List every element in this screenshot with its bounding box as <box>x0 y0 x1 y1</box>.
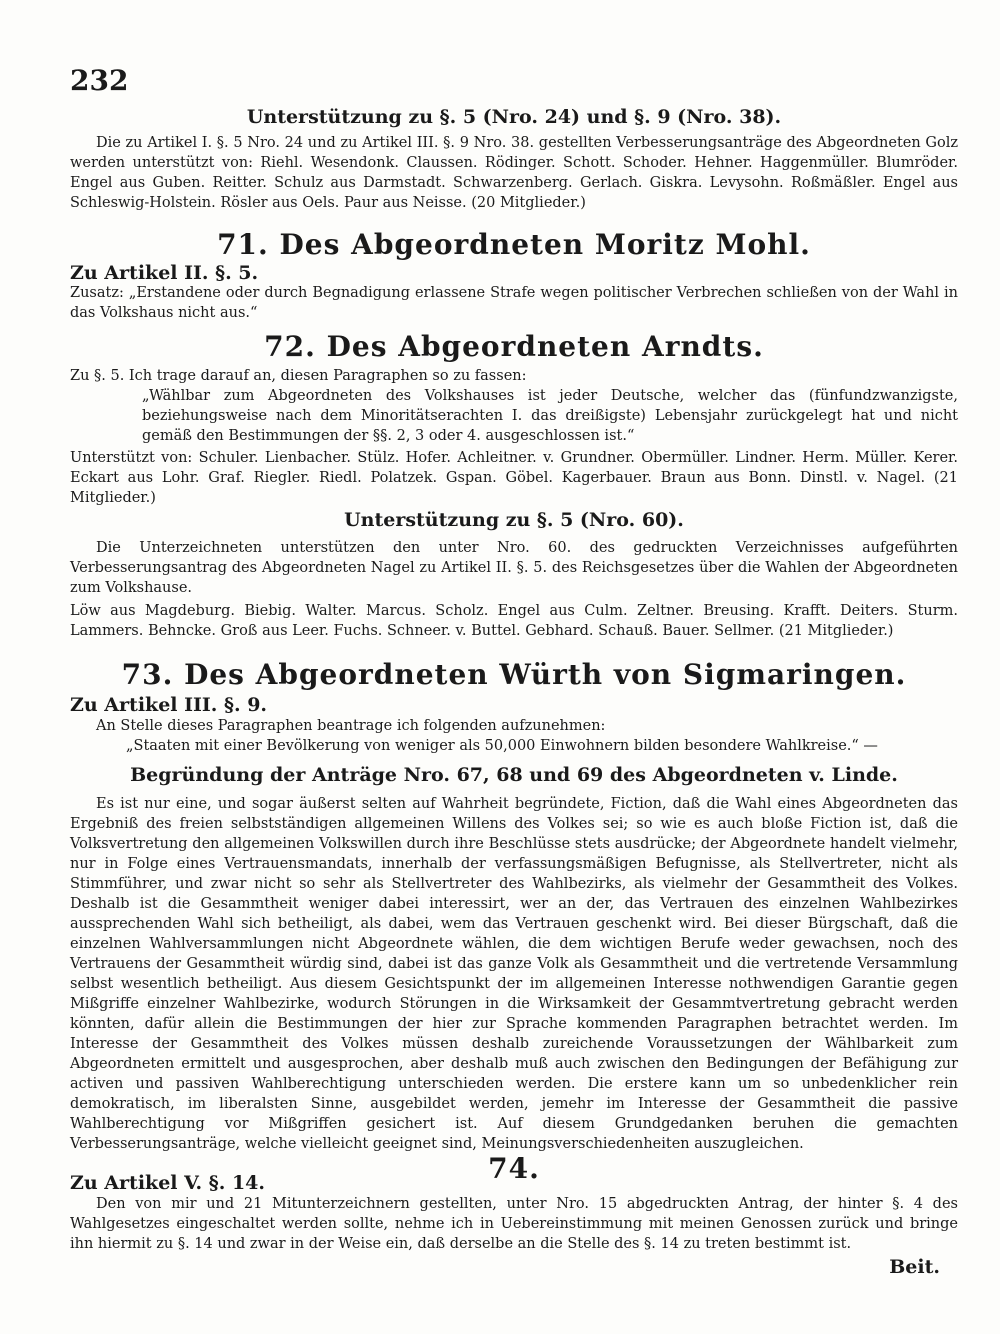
rationale-linde-paragraph: Es ist nur eine, und sogar äußerst selten auf Wahrheit begründete, Fiction, daß die Wahl eines Abgeordneten das Ergebniß des freien selbstständigen allgemeinen Willens des Volkes sei; so wie es auch bloße Fiction ist, daß die Volksvertretung den allgemeinen Volkswillen durch ihre Beschlüsse stets ausdrücke; der Abgeordnete handelt vielmehr, nur in Folge eines Vertrauensmandats, innerhalb der verfassungsmäßigen Befugnisse, als Stellvertreter, nicht als Stimmführer, und zwar nicht so sehr als Stellvertreter des Wahlbezirks, als vielmehr der Gesammtheit des Volkes. Deshalb ist die Gesammtheit weniger dabei interessirt, wer an der, das Vertrauen des einzelnen Wahlbezirkes aussprechenden Wahl sich betheiligt, als dabei, wem das Vertrauen geschenkt wird. Bei dieser Bürgschaft, daß die einzelnen Wahlversammlungen nicht Abgeordnete wählen, die dem wichtigen Berufe weder gewachsen, noch des Vertrauens der Gesammtheit würdig sind, dabei ist das ganze Volk als Gesammtheit und die vertretende Versammlung selbst wesentlich betheiligt. Aus diesem Gesichtspunkt der im allgemeinen Interesse nothwendigen Garantie gegen Mißgriffe einzelner Wahlbezirke, wodurch Störungen in die Wirksamkeit der Gesammtvertretung gebracht werden könnten, dafür allein die Bestimmungen der hier zur Sprache kommenden Paragraphen betrachtet werden. Im Interesse der Gesammtheit des Volkes müssen deshalb zureichende Voraussetzungen der Wählbarkeit zum Abgeordneten ermittelt und ausgesprochen, aber deshalb muß auch zwischen den Bedingungen der Befähigung zur activen und passiven Wahlberechtigung unterschieden werden. Die erstere kann um so unbedenklicher rein demokratisch, im liberalsten Sinne, ausgebildet werden, jemehr im Interesse der Gesammtheit die passive Wahlberechtigung vor Mißgriffen gesichert ist. Auf diesem Grundgedanken beruhen die gemachten Verbesserungsanträge, welche vielleicht geeignet sind, Meinungsverschiedenheiten auszugleichen. <box>70 796 958 1152</box>
section-72-quote: „Wählbar zum Abgeordneten des Volkshauses ist jeder Deutsche, welcher das (fünfundzwanzigste, beziehungsweise nach dem Minoritätserachten I. das dreißigste) Lebensjahr zurückgelegt hat und nicht gemäß den Bestimmungen der §§. 2, 3 oder 4. ausgeschlossen ist.“ <box>142 388 958 444</box>
section-74-heading: 74. <box>488 1152 540 1185</box>
section-73-article: Zu Artikel III. §. 9. <box>70 694 268 716</box>
section-74-paragraph: Den von mir und 21 Mitunterzeichnern gestellten, unter Nro. 15 abgedruckten Antrag, der hinter §. 4 des Wahlgesetzes eingeschaltet werden sollte, nehme ich in Uebereinstimmung mit meinen Genossen zurück und bringe ihn hiermit zu §. 14 und zwar in der Weise ein, daß derselbe an die Stelle des §. 14 zu treten bestimmt ist. <box>70 1196 958 1252</box>
section-73-intro: An Stelle dieses Paragraphen beantrage ich folgenden aufzunehmen: <box>96 718 606 734</box>
support-nagel-paragraph: Die Unterzeichneten unterstützen den unter Nro. 60. des gedruckten Verzeichnisses aufgeführten Verbesserungsantrag des Abgeordneten Nagel zu Artikel II. §. 5. des Reichsgesetzes über die Wahlen der Abgeordneten zum Volkshause. <box>70 540 958 596</box>
section-71-heading: 71. Des Abgeordneten Moritz Mohl. <box>217 228 811 261</box>
section-73-quote: „Staaten mit einer Bevölkerung von weniger als 50,000 Einwohnern bilden besondere Wahlkreise.“ — <box>126 738 878 754</box>
section-title-support-golz: Unterstützung zu §. 5 (Nro. 24) und §. 9 (Nro. 38). <box>246 106 782 128</box>
section-73-heading: 73. Des Abgeordneten Würth von Sigmaringen. <box>121 658 907 691</box>
signature: Beit. <box>889 1256 940 1278</box>
section-72-supporters: Unterstützt von: Schuler. Lienbacher. Stülz. Hofer. Achleitner. v. Grundner. Obermüller. Lindner. Herm. Müller. Kerer. Eckart aus Lohr. Graf. Riegler. Riedl. Polatzek. Gspan. Göbel. Kagerbauer. Braun aus Bonn. Dinstl. v. Nagel. (21 Mitglieder.) <box>70 450 958 506</box>
page-number: 232 <box>70 64 129 97</box>
section-title-support-nagel: Unterstützung zu §. 5 (Nro. 60). <box>344 509 684 531</box>
section-title-rationale-linde: Begründung der Anträge Nro. 67, 68 und 69 des Abgeordneten v. Linde. <box>130 764 898 786</box>
section-71-article: Zu Artikel II. §. 5. <box>70 262 259 284</box>
support-nagel-names: Löw aus Magdeburg. Biebig. Walter. Marcus. Scholz. Engel aus Culm. Zeltner. Breusing. Krafft. Deiters. Sturm. Lammers. Behncke. Groß aus Leer. Fuchs. Schneer. v. Buttel. Gebhard. Schauß. Bauer. Sellmer. (21 Mitglieder.) <box>70 603 958 639</box>
section-72-intro: Zu §. 5. Ich trage darauf an, diesen Paragraphen so zu fassen: <box>70 368 527 384</box>
section-72-heading: 72. Des Abgeordneten Arndts. <box>264 330 764 363</box>
section-74-article: Zu Artikel V. §. 14. <box>70 1172 266 1194</box>
support-golz-paragraph: Die zu Artikel I. §. 5 Nro. 24 und zu Artikel III. §. 9 Nro. 38. gestellten Verbesserungsanträge des Abgeordneten Golz werden unterstützt von: Riehl. Wesendonk. Claussen. Rödinger. Schott. Schoder. Hehner. Haggenmüller. Blumröder. Engel aus Guben. Reitter. Schulz aus Darmstadt. Schwarzenberg. Gerlach. Giskra. Levysohn. Roßmäßler. Engel aus Schleswig-Holstein. Rösler aus Oels. Paur aus Neisse. (20 Mitglieder.) <box>70 135 958 211</box>
section-71-amendment: Zusatz: „Erstandene oder durch Begnadigung erlassene Strafe wegen politischer Verbrechen schließen von der Wahl in das Volkshaus nicht aus.“ <box>70 285 958 321</box>
